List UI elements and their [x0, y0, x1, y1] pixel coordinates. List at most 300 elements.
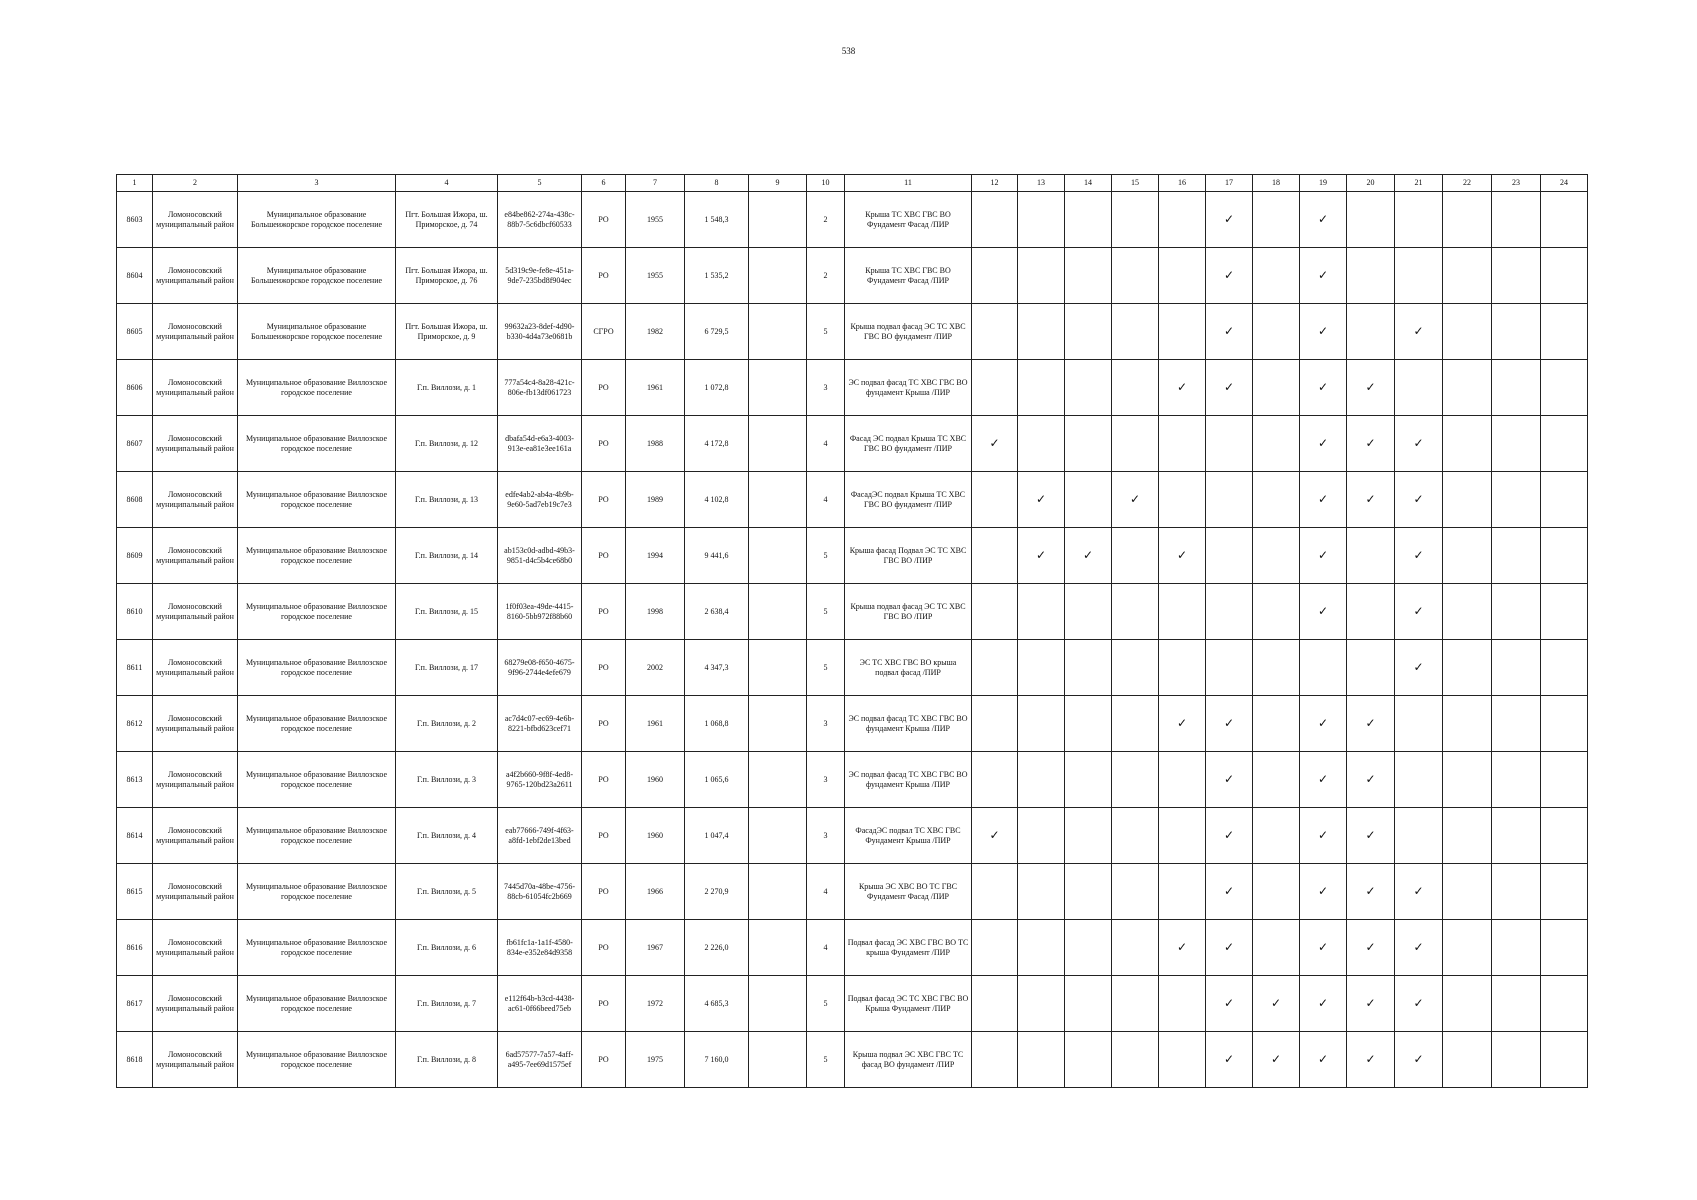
cell-col-9 — [749, 696, 807, 752]
cell-col-17 — [1206, 1032, 1253, 1088]
cell-guid: eab77666-749f-4f63-a8fd-1ebf2de13bed — [498, 808, 582, 864]
cell-col-18 — [1253, 696, 1300, 752]
cell-col-19 — [1300, 304, 1347, 360]
check-mark-icon: ✓ — [1317, 323, 1329, 338]
cell-col-14 — [1065, 472, 1112, 528]
cell-guid: e112f64b-b3cd-4438-ac61-0f66beed75eb — [498, 976, 582, 1032]
cell-work-types: Подвал фасад ЭС ХВС ГВС ВО ТС крыша Фундамент /ПИР — [845, 920, 972, 976]
cell-col-15 — [1112, 304, 1159, 360]
cell-col-24 — [1541, 976, 1588, 1032]
cell-col-14 — [1065, 696, 1112, 752]
cell-col-13 — [1018, 192, 1065, 248]
cell-floors: 3 — [807, 808, 845, 864]
cell-col-24 — [1541, 696, 1588, 752]
cell-col-22 — [1443, 360, 1492, 416]
check-mark-icon: ✓ — [1317, 715, 1329, 730]
cell-col-20 — [1347, 920, 1395, 976]
cell-work-types: Подвал фасад ЭС ТС ХВС ГВС ВО Крыша Фундамент /ПИР — [845, 976, 972, 1032]
cell-area: 2 226,0 — [685, 920, 749, 976]
cell-work-types: ЭС подвал фасад ТС ХВС ГВС ВО фундамент Крыша /ПИР — [845, 696, 972, 752]
check-mark-icon: ✓ — [1413, 659, 1424, 674]
cell-col-20 — [1347, 864, 1395, 920]
column-number-20: 20 — [1347, 175, 1395, 192]
cell-municipality: Муниципальное образование Большеижорское городское поселение — [238, 192, 396, 248]
cell-address: Г.п. Виллози, д. 15 — [396, 584, 498, 640]
cell-col-24 — [1541, 920, 1588, 976]
cell-area: 1 047,4 — [685, 808, 749, 864]
cell-col-15 — [1112, 808, 1159, 864]
check-mark-icon: ✓ — [1317, 827, 1329, 842]
cell-municipality: Муниципальное образование Виллозское городское поселение — [238, 640, 396, 696]
cell-record-number: 8616 — [117, 920, 153, 976]
cell-col-19 — [1300, 976, 1347, 1032]
cell-col-22 — [1443, 528, 1492, 584]
cell-col-13 — [1018, 416, 1065, 472]
check-mark-icon: ✓ — [1176, 939, 1188, 954]
cell-col-19 — [1300, 584, 1347, 640]
cell-year-built: 1960 — [626, 808, 685, 864]
cell-address: Г.п. Виллози, д. 4 — [396, 808, 498, 864]
cell-guid: a4f2b660-9f8f-4ed8-9765-120bd23a2611 — [498, 752, 582, 808]
check-mark-icon: ✓ — [1413, 995, 1424, 1010]
check-mark-icon: ✓ — [1035, 547, 1047, 562]
check-mark-icon: ✓ — [1317, 883, 1329, 898]
cell-municipality: Муниципальное образование Виллозское городское поселение — [238, 976, 396, 1032]
table-row — [117, 248, 1588, 304]
cell-col-15 — [1112, 472, 1159, 528]
cell-col-24 — [1541, 528, 1588, 584]
column-number-6: 6 — [582, 175, 626, 192]
check-mark-icon: ✓ — [1413, 603, 1424, 618]
cell-col-14 — [1065, 808, 1112, 864]
cell-col-16 — [1159, 248, 1206, 304]
cell-guid: 68279e08-f650-4675-9f96-2744e4efe679 — [498, 640, 582, 696]
cell-col-18 — [1253, 1032, 1300, 1088]
cell-floors: 4 — [807, 416, 845, 472]
cell-area: 1 068,8 — [685, 696, 749, 752]
cell-col-22 — [1443, 696, 1492, 752]
cell-col-14 — [1065, 360, 1112, 416]
cell-address: Г.п. Виллози, д. 3 — [396, 752, 498, 808]
cell-col-24 — [1541, 248, 1588, 304]
cell-floors: 4 — [807, 864, 845, 920]
cell-col-17 — [1206, 808, 1253, 864]
cell-area: 7 160,0 — [685, 1032, 749, 1088]
cell-col-22 — [1443, 192, 1492, 248]
cell-year-built: 1998 — [626, 584, 685, 640]
cell-col-17 — [1206, 864, 1253, 920]
cell-district: Ломоносовский муниципальный район — [153, 584, 238, 640]
cell-floors: 5 — [807, 1032, 845, 1088]
cell-col-20 — [1347, 472, 1395, 528]
check-mark-icon: ✓ — [1270, 995, 1282, 1010]
cell-col-20 — [1347, 640, 1395, 696]
cell-col-23 — [1492, 360, 1541, 416]
cell-col-21 — [1395, 248, 1443, 304]
cell-floors: 5 — [807, 584, 845, 640]
cell-work-types: ЭС подвал фасад ТС ХВС ГВС ВО фундамент Крыша /ПИР — [845, 752, 972, 808]
cell-col-22 — [1443, 808, 1492, 864]
cell-municipality: Муниципальное образование Виллозское городское поселение — [238, 920, 396, 976]
check-mark-icon: ✓ — [1413, 939, 1424, 954]
cell-col-19 — [1300, 360, 1347, 416]
cell-guid: e84be862-274a-438c-88b7-5c6dbcf60533 — [498, 192, 582, 248]
cell-col-17 — [1206, 304, 1253, 360]
cell-col-13 — [1018, 752, 1065, 808]
cell-col-9 — [749, 360, 807, 416]
cell-col-14 — [1065, 752, 1112, 808]
cell-floors: 3 — [807, 752, 845, 808]
check-mark-icon: ✓ — [1365, 771, 1376, 786]
check-mark-icon: ✓ — [1365, 827, 1376, 842]
column-number-14: 14 — [1065, 175, 1112, 192]
cell-district: Ломоносовский муниципальный район — [153, 472, 238, 528]
cell-record-number: 8605 — [117, 304, 153, 360]
page-number: 538 — [841, 46, 856, 56]
check-mark-icon: ✓ — [1365, 1051, 1376, 1066]
column-number-23: 23 — [1492, 175, 1541, 192]
cell-col-21 — [1395, 472, 1443, 528]
cell-guid: ac7d4c07-ec69-4e6b-8221-bfbd623cef71 — [498, 696, 582, 752]
cell-col-14 — [1065, 304, 1112, 360]
cell-guid: 5d319c9e-fe8e-451a-9de7-235bd8f904ec — [498, 248, 582, 304]
cell-district: Ломоносовский муниципальный район — [153, 192, 238, 248]
column-number-15: 15 — [1112, 175, 1159, 192]
column-number-2: 2 — [153, 175, 238, 192]
cell-col-9 — [749, 304, 807, 360]
cell-work-types: ЭС ТС ХВС ГВС ВО крыша подвал фасад /ПИР — [845, 640, 972, 696]
cell-record-number: 8617 — [117, 976, 153, 1032]
column-number-17: 17 — [1206, 175, 1253, 192]
cell-col-21 — [1395, 640, 1443, 696]
cell-col-24 — [1541, 864, 1588, 920]
cell-year-built: 1967 — [626, 920, 685, 976]
cell-category: РО — [582, 1032, 626, 1088]
check-mark-icon: ✓ — [1223, 211, 1235, 226]
cell-col-19 — [1300, 192, 1347, 248]
cell-col-20 — [1347, 696, 1395, 752]
cell-col-9 — [749, 528, 807, 584]
column-number-19: 19 — [1300, 175, 1347, 192]
cell-floors: 4 — [807, 920, 845, 976]
cell-area: 1 072,8 — [685, 360, 749, 416]
cell-record-number: 8606 — [117, 360, 153, 416]
cell-work-types: Крыша фасад Подвал ЭС ТС ХВС ГВС ВО /ПИР — [845, 528, 972, 584]
cell-district: Ломоносовский муниципальный район — [153, 1032, 238, 1088]
check-mark-icon: ✓ — [1365, 491, 1376, 506]
cell-work-types: Крыша ТС ХВС ГВС ВО Фундамент Фасад /ПИР — [845, 248, 972, 304]
check-mark-icon: ✓ — [1223, 1051, 1235, 1066]
cell-col-14 — [1065, 1032, 1112, 1088]
cell-col-12 — [972, 528, 1018, 584]
column-number-1: 1 — [117, 175, 153, 192]
cell-col-20 — [1347, 808, 1395, 864]
cell-col-14 — [1065, 528, 1112, 584]
cell-col-18 — [1253, 752, 1300, 808]
cell-col-17 — [1206, 360, 1253, 416]
cell-work-types: Крыша ЭС ХВС ВО ТС ГВС Фундамент Фасад /ПИР — [845, 864, 972, 920]
cell-col-19 — [1300, 808, 1347, 864]
cell-area: 1 548,3 — [685, 192, 749, 248]
cell-col-15 — [1112, 192, 1159, 248]
cell-col-24 — [1541, 360, 1588, 416]
cell-col-24 — [1541, 472, 1588, 528]
table-row — [117, 864, 1588, 920]
cell-address: Пгт. Большая Ижора, ш. Приморское, д. 9 — [396, 304, 498, 360]
cell-category: РО — [582, 640, 626, 696]
cell-municipality: Муниципальное образование Большеижорское городское поселение — [238, 304, 396, 360]
cell-area: 4 102,8 — [685, 472, 749, 528]
cell-col-12 — [972, 1032, 1018, 1088]
table-row — [117, 976, 1588, 1032]
column-number-22: 22 — [1443, 175, 1492, 192]
cell-col-20 — [1347, 360, 1395, 416]
cell-district: Ломоносовский муниципальный район — [153, 640, 238, 696]
check-mark-icon: ✓ — [1413, 491, 1424, 506]
cell-col-16 — [1159, 1032, 1206, 1088]
check-mark-icon: ✓ — [1365, 883, 1376, 898]
column-number-10: 10 — [807, 175, 845, 192]
cell-col-23 — [1492, 248, 1541, 304]
cell-category: РО — [582, 192, 626, 248]
column-number-16: 16 — [1159, 175, 1206, 192]
cell-col-19 — [1300, 752, 1347, 808]
cell-col-13 — [1018, 584, 1065, 640]
cell-year-built: 1975 — [626, 1032, 685, 1088]
cell-col-12 — [972, 976, 1018, 1032]
cell-floors: 5 — [807, 976, 845, 1032]
cell-guid: edfe4ab2-ab4a-4b9b-9e60-5ad7eb19c7e3 — [498, 472, 582, 528]
cell-district: Ломоносовский муниципальный район — [153, 864, 238, 920]
cell-col-20 — [1347, 248, 1395, 304]
cell-col-22 — [1443, 416, 1492, 472]
cell-col-15 — [1112, 528, 1159, 584]
cell-col-12 — [972, 360, 1018, 416]
column-number-21: 21 — [1395, 175, 1443, 192]
cell-category: РО — [582, 920, 626, 976]
cell-floors: 4 — [807, 472, 845, 528]
housing-register-table — [116, 174, 1588, 1088]
cell-year-built: 1955 — [626, 248, 685, 304]
cell-col-24 — [1541, 192, 1588, 248]
cell-district: Ломоносовский муниципальный район — [153, 360, 238, 416]
cell-col-16 — [1159, 920, 1206, 976]
cell-municipality: Муниципальное образование Виллозское городское поселение — [238, 864, 396, 920]
cell-col-18 — [1253, 416, 1300, 472]
check-mark-icon: ✓ — [1223, 715, 1235, 730]
column-number-24: 24 — [1541, 175, 1588, 192]
cell-col-12 — [972, 304, 1018, 360]
cell-col-13 — [1018, 920, 1065, 976]
cell-address: Г.п. Виллози, д. 7 — [396, 976, 498, 1032]
cell-address: Г.п. Виллози, д. 1 — [396, 360, 498, 416]
cell-col-17 — [1206, 248, 1253, 304]
cell-col-22 — [1443, 472, 1492, 528]
table-row — [117, 304, 1588, 360]
cell-col-9 — [749, 920, 807, 976]
cell-col-12 — [972, 808, 1018, 864]
cell-col-21 — [1395, 752, 1443, 808]
cell-address: Г.п. Виллози, д. 6 — [396, 920, 498, 976]
cell-col-13 — [1018, 472, 1065, 528]
cell-area: 4 347,3 — [685, 640, 749, 696]
cell-guid: fb61fc1a-1a1f-4580-834e-e352e84d9358 — [498, 920, 582, 976]
cell-col-9 — [749, 192, 807, 248]
cell-col-15 — [1112, 248, 1159, 304]
cell-category: РО — [582, 584, 626, 640]
cell-year-built: 1994 — [626, 528, 685, 584]
cell-col-9 — [749, 472, 807, 528]
cell-col-22 — [1443, 976, 1492, 1032]
cell-area: 2 270,9 — [685, 864, 749, 920]
cell-col-16 — [1159, 472, 1206, 528]
cell-work-types: Крыша подвал фасад ЭС ТС ХВС ГВС ВО /ПИР — [845, 584, 972, 640]
cell-col-23 — [1492, 976, 1541, 1032]
cell-col-22 — [1443, 248, 1492, 304]
cell-col-19 — [1300, 920, 1347, 976]
cell-col-21 — [1395, 976, 1443, 1032]
check-mark-icon: ✓ — [1317, 379, 1329, 394]
cell-area: 6 729,5 — [685, 304, 749, 360]
cell-record-number: 8604 — [117, 248, 153, 304]
cell-col-24 — [1541, 640, 1588, 696]
cell-record-number: 8615 — [117, 864, 153, 920]
table-row — [117, 416, 1588, 472]
column-number-4: 4 — [396, 175, 498, 192]
cell-col-16 — [1159, 528, 1206, 584]
cell-col-16 — [1159, 304, 1206, 360]
table-row — [117, 640, 1588, 696]
cell-area: 1 535,2 — [685, 248, 749, 304]
cell-col-20 — [1347, 1032, 1395, 1088]
table-row — [117, 472, 1588, 528]
cell-col-9 — [749, 584, 807, 640]
check-mark-icon: ✓ — [1317, 603, 1329, 618]
cell-area: 4 685,3 — [685, 976, 749, 1032]
cell-municipality: Муниципальное образование Виллозское городское поселение — [238, 528, 396, 584]
cell-col-9 — [749, 864, 807, 920]
check-mark-icon: ✓ — [1413, 547, 1424, 562]
cell-col-15 — [1112, 976, 1159, 1032]
cell-work-types: Фасад ЭС подвал Крыша ТС ХВС ГВС ВО фундамент /ПИР — [845, 416, 972, 472]
cell-col-23 — [1492, 528, 1541, 584]
cell-floors: 3 — [807, 696, 845, 752]
cell-col-23 — [1492, 752, 1541, 808]
check-mark-icon: ✓ — [1223, 379, 1235, 394]
check-mark-icon: ✓ — [1223, 883, 1235, 898]
cell-col-23 — [1492, 192, 1541, 248]
cell-col-16 — [1159, 416, 1206, 472]
cell-col-16 — [1159, 752, 1206, 808]
check-mark-icon: ✓ — [1365, 995, 1376, 1010]
cell-area: 4 172,8 — [685, 416, 749, 472]
table-row — [117, 808, 1588, 864]
cell-col-19 — [1300, 640, 1347, 696]
cell-col-19 — [1300, 696, 1347, 752]
column-number-7: 7 — [626, 175, 685, 192]
column-number-12: 12 — [972, 175, 1018, 192]
cell-col-18 — [1253, 360, 1300, 416]
check-mark-icon: ✓ — [1317, 939, 1329, 954]
cell-municipality: Муниципальное образование Виллозское городское поселение — [238, 472, 396, 528]
cell-record-number: 8611 — [117, 640, 153, 696]
cell-category: РО — [582, 416, 626, 472]
cell-col-13 — [1018, 864, 1065, 920]
cell-col-18 — [1253, 192, 1300, 248]
cell-record-number: 8609 — [117, 528, 153, 584]
cell-col-17 — [1206, 584, 1253, 640]
check-mark-icon: ✓ — [1317, 267, 1329, 282]
cell-col-14 — [1065, 640, 1112, 696]
cell-col-16 — [1159, 696, 1206, 752]
column-number-5: 5 — [498, 175, 582, 192]
cell-district: Ломоносовский муниципальный район — [153, 808, 238, 864]
cell-col-21 — [1395, 416, 1443, 472]
table-row — [117, 1032, 1588, 1088]
cell-col-21 — [1395, 920, 1443, 976]
cell-col-15 — [1112, 360, 1159, 416]
cell-col-24 — [1541, 584, 1588, 640]
check-mark-icon: ✓ — [1413, 1051, 1424, 1066]
check-mark-icon: ✓ — [1270, 1051, 1282, 1066]
cell-col-23 — [1492, 808, 1541, 864]
cell-col-16 — [1159, 976, 1206, 1032]
cell-district: Ломоносовский муниципальный район — [153, 528, 238, 584]
cell-col-12 — [972, 920, 1018, 976]
cell-col-14 — [1065, 192, 1112, 248]
cell-col-9 — [749, 752, 807, 808]
check-mark-icon: ✓ — [1317, 435, 1329, 450]
cell-col-18 — [1253, 808, 1300, 864]
cell-col-23 — [1492, 696, 1541, 752]
cell-record-number: 8612 — [117, 696, 153, 752]
cell-col-21 — [1395, 808, 1443, 864]
cell-col-12 — [972, 584, 1018, 640]
cell-col-15 — [1112, 696, 1159, 752]
cell-year-built: 1989 — [626, 472, 685, 528]
check-mark-icon: ✓ — [1223, 827, 1235, 842]
cell-col-12 — [972, 696, 1018, 752]
cell-col-16 — [1159, 192, 1206, 248]
check-mark-icon: ✓ — [1317, 995, 1329, 1010]
cell-col-15 — [1112, 864, 1159, 920]
cell-col-23 — [1492, 640, 1541, 696]
cell-category: РО — [582, 696, 626, 752]
cell-address: Пгт. Большая Ижора, ш. Приморское, д. 74 — [396, 192, 498, 248]
cell-col-13 — [1018, 1032, 1065, 1088]
cell-col-16 — [1159, 640, 1206, 696]
cell-col-22 — [1443, 1032, 1492, 1088]
cell-col-18 — [1253, 640, 1300, 696]
check-mark-icon: ✓ — [1365, 435, 1376, 450]
table-row — [117, 360, 1588, 416]
cell-record-number: 8607 — [117, 416, 153, 472]
check-mark-icon: ✓ — [989, 435, 1000, 450]
cell-work-types: Крыша ТС ХВС ГВС ВО Фундамент Фасад /ПИР — [845, 192, 972, 248]
cell-col-20 — [1347, 304, 1395, 360]
cell-col-14 — [1065, 248, 1112, 304]
cell-col-16 — [1159, 808, 1206, 864]
check-mark-icon: ✓ — [1365, 379, 1376, 394]
column-number-8: 8 — [685, 175, 749, 192]
cell-col-22 — [1443, 752, 1492, 808]
cell-col-14 — [1065, 920, 1112, 976]
cell-category: РО — [582, 752, 626, 808]
cell-work-types: Крыша подвал фасад ЭС ТС ХВС ГВС ВО фундамент /ПИР — [845, 304, 972, 360]
cell-col-17 — [1206, 528, 1253, 584]
cell-col-12 — [972, 248, 1018, 304]
cell-floors: 5 — [807, 304, 845, 360]
